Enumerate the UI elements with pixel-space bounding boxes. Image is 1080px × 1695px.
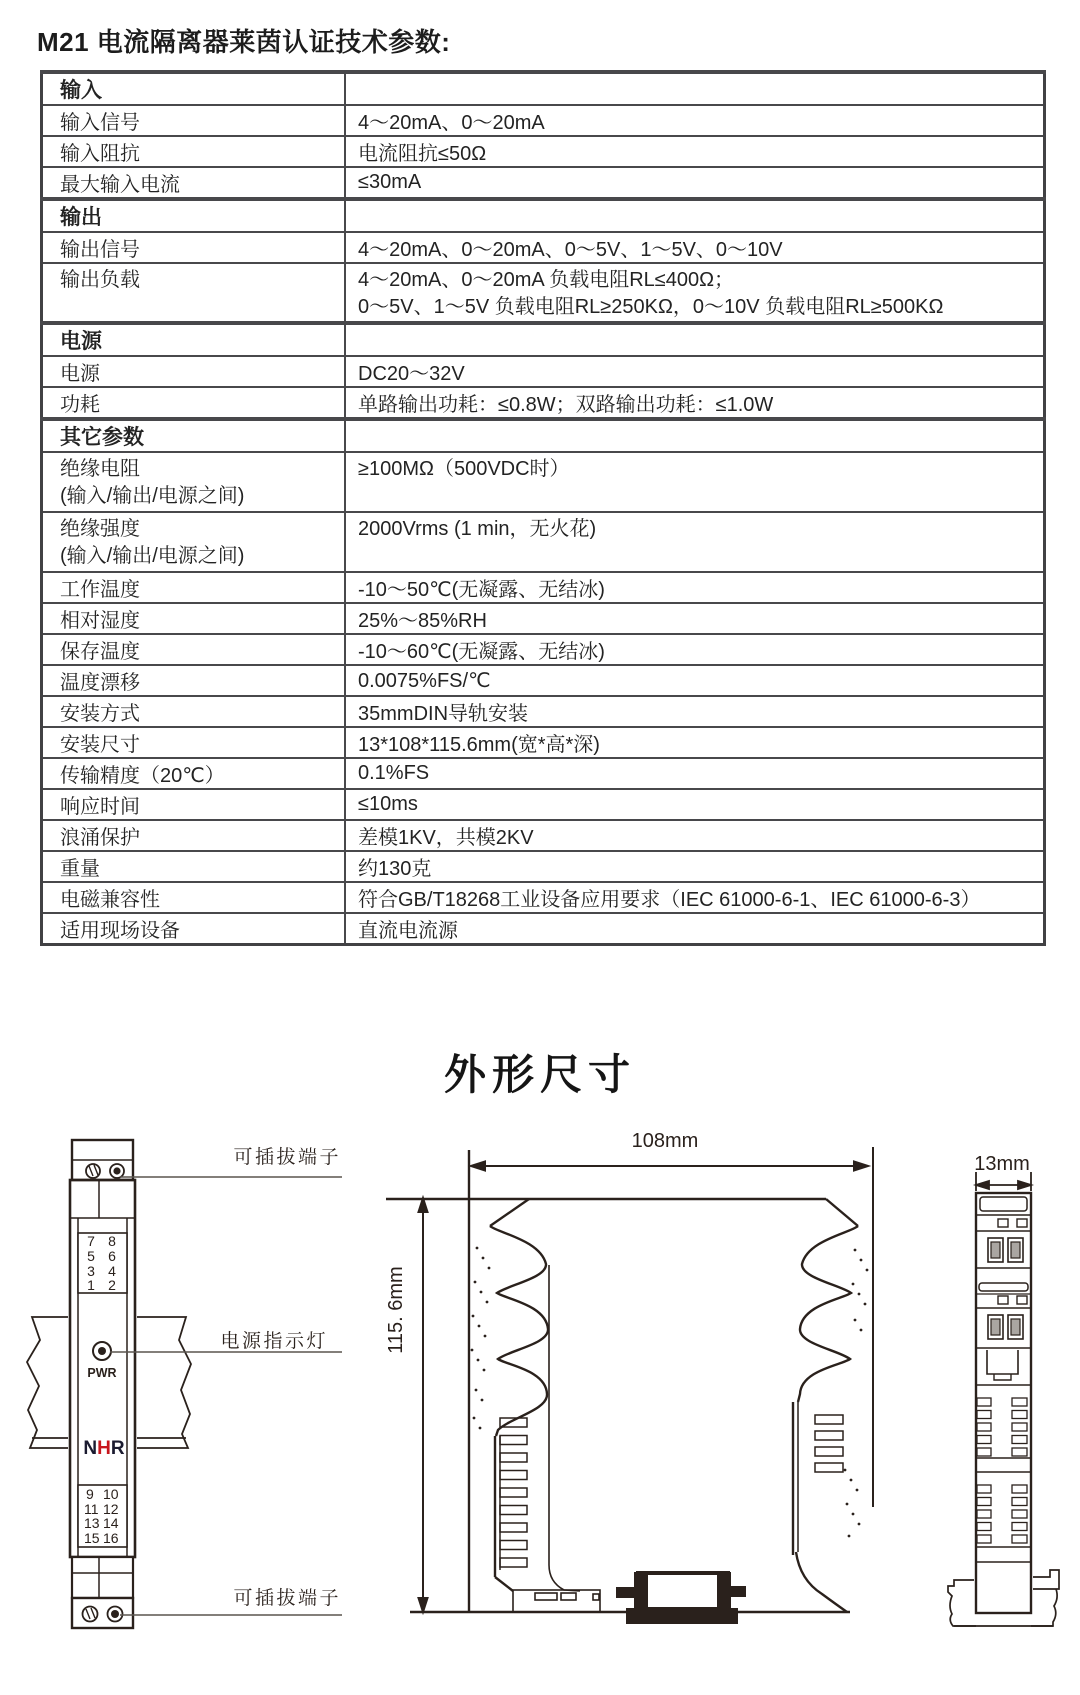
spec-value: ≤30mA [345,167,1045,199]
spec-label: 安装尺寸 [42,727,346,758]
spec-value [345,419,1045,452]
side-view-drawing [350,1100,890,1660]
spec-section-row [42,199,1045,232]
dim-depth-115mm: 115. 6mm [385,1266,407,1354]
spec-value: -10～60℃(无凝露、无结冰) [345,634,1045,665]
end-view-drawing [890,1100,1080,1660]
spec-row [42,913,1045,945]
label-top-terminal: 可插拔端子 [233,1147,341,1168]
spec-label: 输出 [42,199,346,232]
spec-value: 0.1%FS [345,758,1045,789]
dim-width-13mm: 13mm [974,1153,1030,1175]
spec-label: 输入阻抗 [42,136,346,167]
spec-row [42,105,1045,136]
label-power-led: 电源指示灯 [220,1331,328,1352]
spec-value: 差模1KV，共模2KV [345,820,1045,851]
svg-text:6: 6 [108,1248,116,1264]
page-title: M21 电流隔离器莱茵认证技术参数: [37,27,451,57]
spec-label: 响应时间 [42,789,346,820]
spec-label: 功耗 [42,387,346,419]
spec-label: 重量 [42,851,346,882]
spec-value: 2000Vrms (1 min，无火花) [345,512,1045,572]
led-text: PWR [87,1366,117,1380]
spec-row [42,512,1045,572]
din-clip-slider [616,1572,746,1624]
spec-row [42,136,1045,167]
spec-label: 绝缘强度 (输入/输出/电源之间) [42,512,346,572]
spec-label: 输入 [42,72,346,105]
svg-text:13: 13 [84,1515,100,1531]
spec-value: 0.0075%FS/℃ [345,665,1045,696]
spec-value: ≤10ms [345,789,1045,820]
spec-label: 相对湿度 [42,603,346,634]
spec-value: 25%～85%RH [345,603,1045,634]
svg-text:12: 12 [103,1501,119,1517]
brand-logo [83,1438,124,1459]
svg-text:14: 14 [103,1515,119,1531]
spec-value [345,72,1045,105]
spec-row [42,789,1045,820]
spec-value: 符合GB/T18268工业设备应用要求（IEC 61000-6-1、IEC 61000-6-3） [345,882,1045,913]
spec-label: 电源 [42,323,346,356]
spec-table-body [42,72,1045,945]
svg-text:9: 9 [86,1486,94,1502]
spec-value: 13*108*115.6mm(宽*高*深) [345,727,1045,758]
spec-row [42,263,1045,323]
brand-letter-r: R [110,1438,125,1459]
spec-label: 安装方式 [42,696,346,727]
svg-text:7: 7 [87,1233,95,1249]
spec-row [42,820,1045,851]
spec-value: 约130克 [345,851,1045,882]
spec-value: 4～20mA、0～20mA、0～5V、1～5V、0～10V [345,232,1045,263]
spec-row [42,665,1045,696]
svg-text:2: 2 [108,1277,116,1293]
spec-row [42,452,1045,512]
front-view-drawing [10,1100,350,1660]
spec-label: 浪涌保护 [42,820,346,851]
spec-label: 最大输入电流 [42,167,346,199]
spec-row [42,232,1045,263]
svg-text:8: 8 [108,1233,116,1249]
spec-row [42,727,1045,758]
spec-row [42,758,1045,789]
spec-value: ≥100MΩ（500VDC时） [345,452,1045,512]
dimension-section-title: 外形尺寸 [443,1051,636,1098]
brand-letter-n: N [83,1438,98,1459]
spec-label: 其它参数 [42,419,346,452]
din-clip-plate [513,1590,600,1612]
svg-text:5: 5 [87,1248,95,1264]
svg-text:11: 11 [84,1501,99,1517]
spec-value: 电流阻抗≤50Ω [345,136,1045,167]
spec-row [42,167,1045,199]
spec-value [345,199,1045,232]
spec-value: 单路输出功耗：≤0.8W；双路输出功耗：≤1.0W [345,387,1045,419]
spec-row [42,387,1045,419]
spec-label: 输出负载 [42,263,346,323]
svg-text:16: 16 [103,1530,119,1546]
svg-text:1: 1 [87,1277,95,1293]
spec-value: 直流电流源 [345,913,1045,945]
spec-label: 电源 [42,356,346,387]
spec-label: 保存温度 [42,634,346,665]
spec-row [42,851,1045,882]
spec-label: 输入信号 [42,105,346,136]
spec-table [40,70,1046,946]
svg-text:10: 10 [103,1486,119,1502]
spec-label: 传输精度（20℃） [42,758,346,789]
spec-value: DC20～32V [345,356,1045,387]
brand-letter-h: H [97,1438,111,1459]
hatch-dots [471,1247,869,1538]
spec-value: 4～20mA、0～20mA 负载电阻RL≤400Ω； 0～5V、1～5V 负载电阻RL≥250KΩ，0～10V 负载电阻RL≥500KΩ [345,263,1045,323]
vent-slots [500,1415,843,1567]
spec-section-row [42,323,1045,356]
spec-label: 电磁兼容性 [42,882,346,913]
spec-row [42,356,1045,387]
spec-row [42,572,1045,603]
spec-row [42,882,1045,913]
leader-lines [110,1177,342,1615]
spec-value: 35mmDIN导轨安装 [345,696,1045,727]
svg-text:15: 15 [84,1530,100,1546]
spec-label: 绝缘电阻 (输入/输出/电源之间) [42,452,346,512]
spec-row [42,634,1045,665]
depth-dimension [419,1198,428,1612]
spec-section-row [42,419,1045,452]
spec-label: 适用现场设备 [42,913,346,945]
spec-section-row [42,72,1045,105]
spec-label: 输出信号 [42,232,346,263]
spec-label: 工作温度 [42,572,346,603]
label-bottom-terminal: 可插拔端子 [233,1588,341,1609]
spec-value: -10～50℃(无凝露、无结冰) [345,572,1045,603]
svg-text:3: 3 [87,1263,95,1279]
dim-width-108mm: 108mm [631,1130,699,1152]
spec-row [42,603,1045,634]
spec-label: 温度漂移 [42,665,346,696]
width-dimension [471,1147,873,1507]
spec-value: 4～20mA、0～20mA [345,105,1045,136]
module-outline [386,1150,858,1612]
spec-row [42,696,1045,727]
svg-text:4: 4 [108,1263,116,1279]
spec-value [345,323,1045,356]
power-led-icon [93,1342,111,1360]
